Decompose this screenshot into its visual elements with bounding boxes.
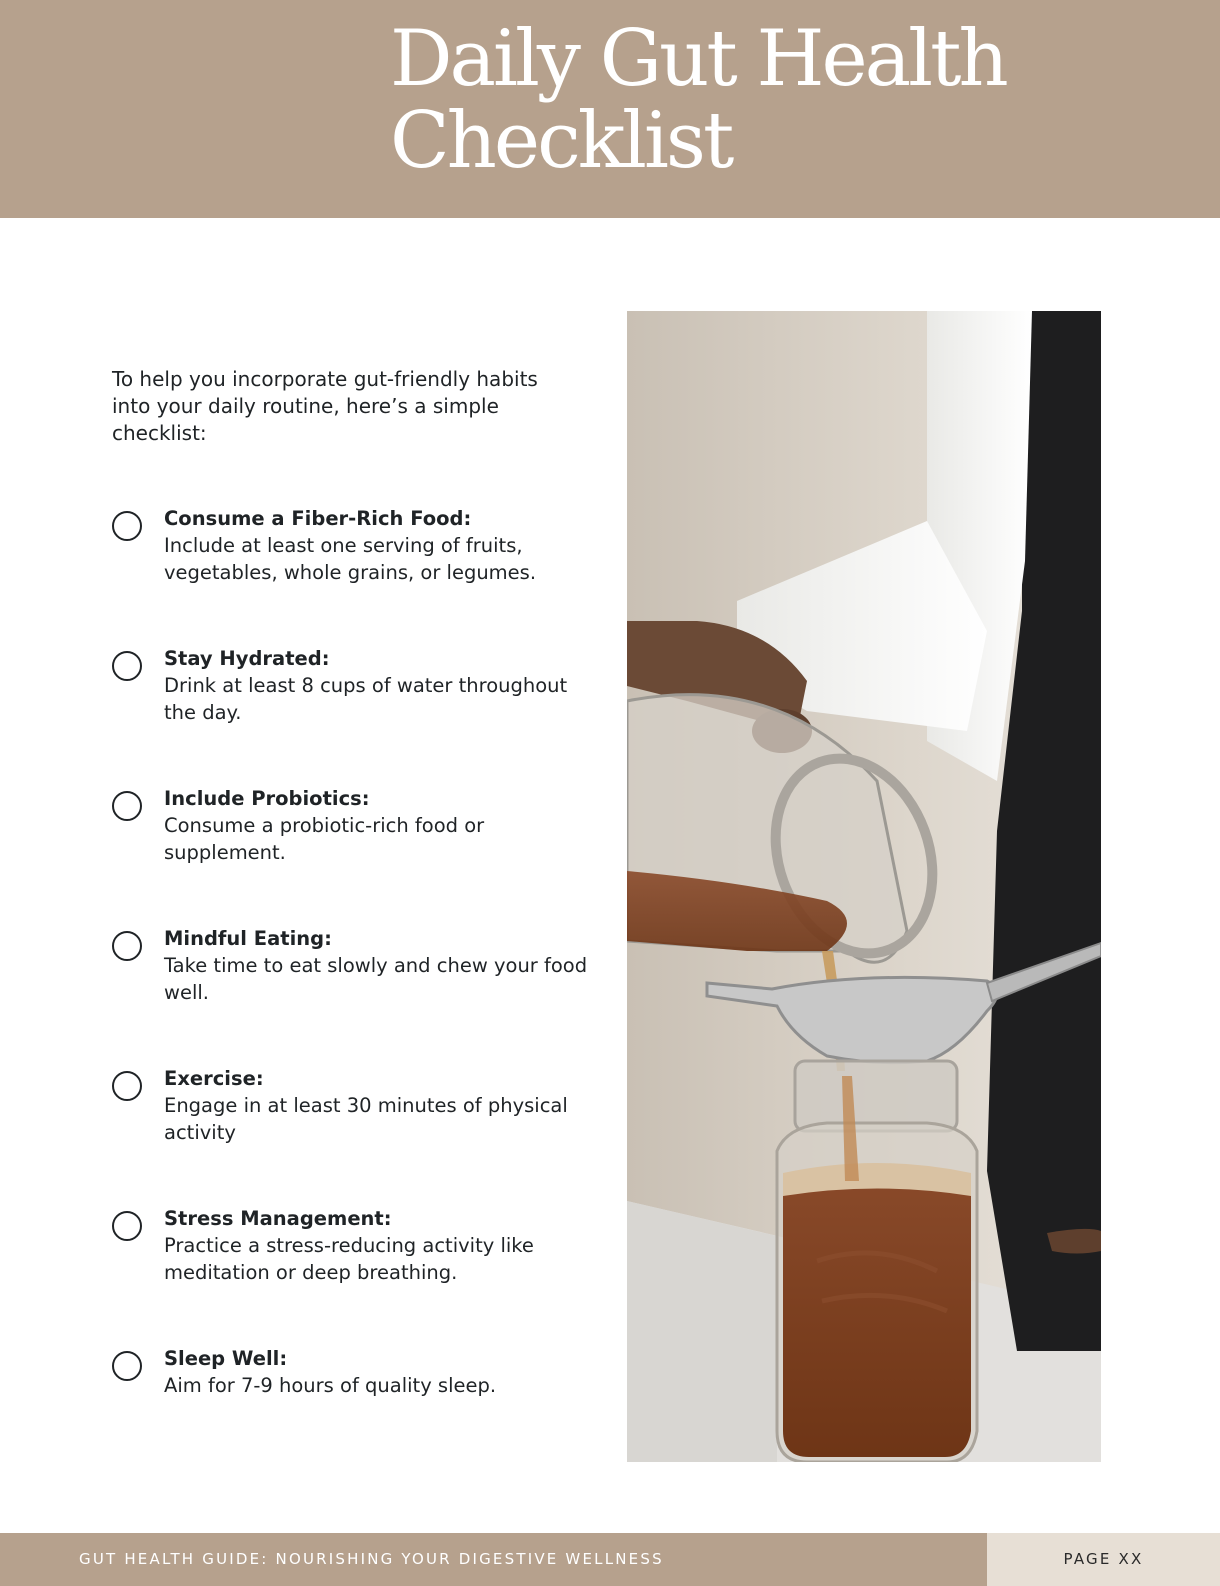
checklist-item-text [164,1205,594,1286]
checklist-item-title: Sleep Well: [164,1347,288,1370]
checkbox[interactable] [112,651,142,681]
checklist-item-title: Stress Management: [164,1207,392,1230]
checklist-item-description: Aim for 7-9 hours of quality sleep. [164,1374,497,1397]
footer-page-box [987,1533,1220,1586]
checklist-item-text [164,785,594,866]
checklist-item-description: Drink at least 8 cups of water throughout the day. [164,674,568,724]
checkbox[interactable] [112,791,142,821]
checklist-item [110,1205,590,1345]
checkbox[interactable] [112,1351,142,1381]
checklist-item-text [164,1065,594,1146]
intro-text: To help you incorporate gut-friendly habits into your daily routine, here’s a simple checklist: [112,367,538,445]
checklist-item-title: Mindful Eating: [164,927,332,950]
checklist-item [110,925,590,1065]
checkbox[interactable] [112,1071,142,1101]
page-title [390,14,1006,186]
checklist-item-text [164,925,594,1006]
checklist-item [110,645,590,785]
footer-guide-title: GUT HEALTH GUIDE: NOURISHING YOUR DIGESTIVE WELLNESS [79,1550,664,1568]
footer-bar [0,1533,987,1586]
checklist-item [110,505,590,645]
page-title-line-2: Checklist [390,96,732,186]
kombucha-pouring-photo [627,311,1101,1462]
checklist-item [110,1065,590,1205]
checklist [110,505,590,1485]
checklist-item-description: Consume a probiotic-rich food or supplement. [164,814,485,864]
page-number: PAGE XX [1063,1550,1144,1568]
checklist-item [110,785,590,925]
checkbox[interactable] [112,931,142,961]
checklist-item-text [164,505,594,586]
checklist-item-description: Take time to eat slowly and chew your food well. [164,954,588,1004]
checklist-item-text [164,1345,594,1399]
checklist-item-text [164,645,594,726]
header-banner [0,0,1220,218]
checklist-item-title: Include Probiotics: [164,787,370,810]
checklist-item-title: Exercise: [164,1067,264,1090]
checklist-item-title: Stay Hydrated: [164,647,330,670]
checklist-item-description: Include at least one serving of fruits, vegetables, whole grains, or legumes. [164,534,537,584]
checklist-item [110,1345,590,1485]
checkbox[interactable] [112,511,142,541]
checklist-item-description: Practice a stress-reducing activity like meditation or deep breathing. [164,1234,534,1284]
checklist-item-title: Consume a Fiber-Rich Food: [164,507,472,530]
page-title-line-1: Daily Gut Health [390,14,1006,104]
checkbox[interactable] [112,1211,142,1241]
checklist-item-description: Engage in at least 30 minutes of physical activity [164,1094,568,1144]
